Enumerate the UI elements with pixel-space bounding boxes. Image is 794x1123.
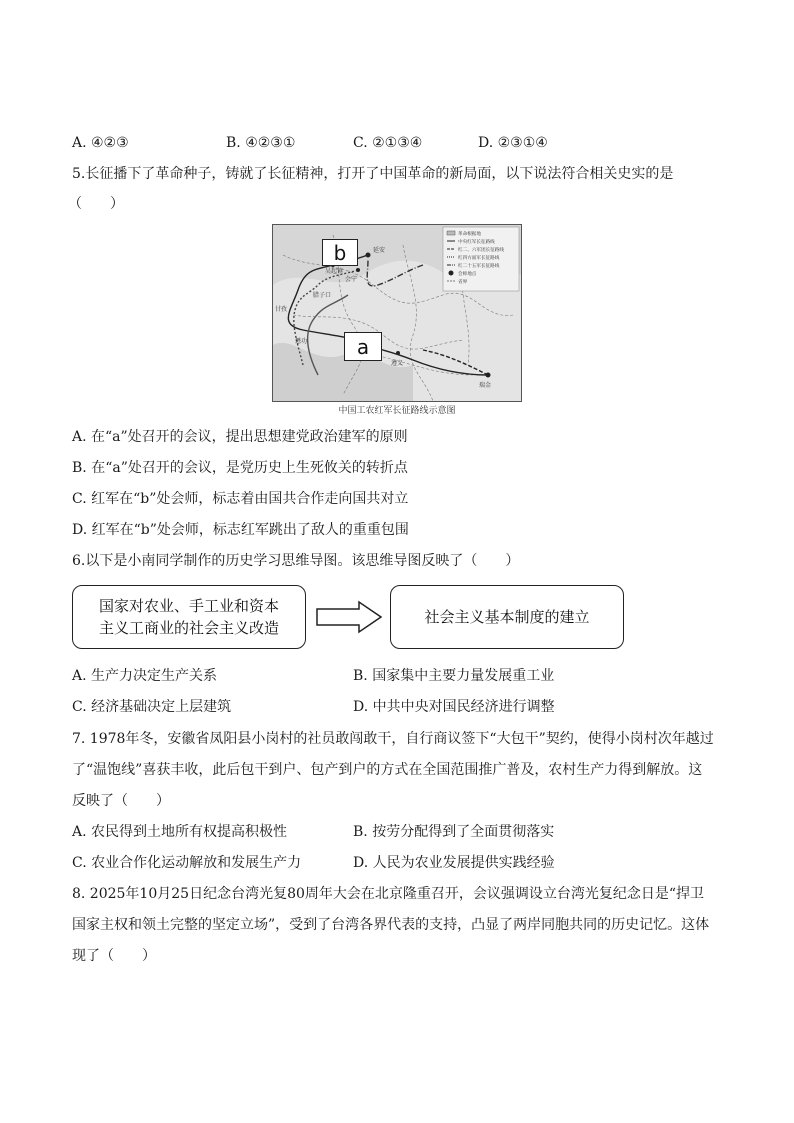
q5-stem: 5.长征播下了革命种子，铸就了长征精神，打开了中国革命的新局面，以下说法符合相关史实的是 [72,166,674,182]
legend-4th: 红四方面军长征路线 [458,256,500,261]
mindmap-arrow-icon [315,600,383,634]
q7-stem-line2: 了“温饱线”喜获丰收，此后包干到户、包产到户的方式在全国范围推广普及，农村生产力得到解放。这 [72,762,703,778]
map-drawing [273,225,521,401]
mindmap-box-right-text: 社会主义基本制度的建立 [424,608,590,626]
q6-option-a: A. 生产力决定生产关系 [72,668,218,684]
q4-option-b: B. ④②③① [226,135,296,151]
map-caption: 中国工农红军长征路线示意图 [338,406,456,416]
place-lazikou: 腊子口 [313,292,332,299]
mindmap-box-left-line2: 主义工商业的社会主义改造 [98,619,279,637]
q8-stem-line3: 现了（ ） [72,948,156,964]
place-huining: 会宁 [345,276,358,283]
q6-option-d: D. 中共中央对国民经济进行调整 [353,699,555,715]
place-ruijin: 瑞金 [479,382,492,389]
long-march-map [272,224,522,402]
legend-25: 红二十五军长征路线 [458,264,500,269]
map-label-b: b [322,239,358,266]
q8-stem-line1: 8. 2025年10月25日纪念台湾光复80周年大会在北京隆重召开，会议强调设立台湾光复纪念日是“捍卫 [72,886,705,902]
q7-stem-line1: 7. 1978年冬，安徽省凤阳县小岗村的社员敢闯敢干，自行商议签下“大包干”契约，使得小岗村次年越过 [72,731,714,747]
q6-option-b: B. 国家集中主要力量发展重工业 [353,668,555,684]
place-wuqi: 吴起镇 [325,268,344,275]
place-maogong: 懋功 [295,338,308,345]
legend-meeting: 会师地点 [458,272,477,277]
q4-option-c: C. ②①③④ [353,135,423,151]
q5-option-b: B. 在“a”处召开的会议，是党历史上生死攸关的转折点 [72,460,408,476]
map-label-a: a [344,332,382,361]
place-zunyi: 遵义 [391,360,404,367]
q5-option-c: C. 红军在“b”处会师，标志着由国共合作走向国共对立 [72,491,409,507]
q6-option-c: C. 经济基础决定上层建筑 [72,699,232,715]
q7-option-c: C. 农业合作化运动解放和发展生产力 [72,855,302,871]
legend-base: 革命根据地 [458,232,481,237]
map-legend [443,227,519,291]
mindmap-box-left-line1: 国家对农业、手工业和资本 [98,597,279,615]
q5-option-a: A. 在“a”处召开的会议，提出思想建党政治建军的原则 [72,429,408,445]
legend-border: 省界 [458,280,468,285]
q7-option-d: D. 人民为农业发展提供实践经验 [353,855,555,871]
mindmap-box-right [390,585,624,649]
q7-stem-line3: 反映了（ ） [72,793,170,809]
q5-blank: （ ） [68,196,124,212]
q8-stem-line2: 国家主权和领土完整的坚定立场”，受到了台湾各界代表的支持，凸显了两岸同胞共同的历史记忆。这体 [72,917,710,933]
q7-option-b: B. 按劳分配得到了全面贯彻落实 [353,824,555,840]
q6-stem: 6.以下是小南同学制作的历史学习思维导图。该思维导图反映了（ ） [72,553,520,569]
q4-option-a: A. ④②③ [72,135,129,151]
q5-option-d: D. 红军在“b”处会师，标志红军跳出了敌人的重重包围 [72,522,409,538]
legend-central: 中央红军长征路线 [458,240,495,245]
legend-26: 红二、六军团长征路线 [458,248,504,253]
mindmap-box-left [72,585,306,649]
q7-option-a: A. 农民得到土地所有权提高积极性 [72,824,288,840]
place-yanan: 延安 [373,247,386,254]
place-ganzi: 甘孜 [275,306,288,313]
q4-option-d: D. ②③①④ [478,135,548,151]
